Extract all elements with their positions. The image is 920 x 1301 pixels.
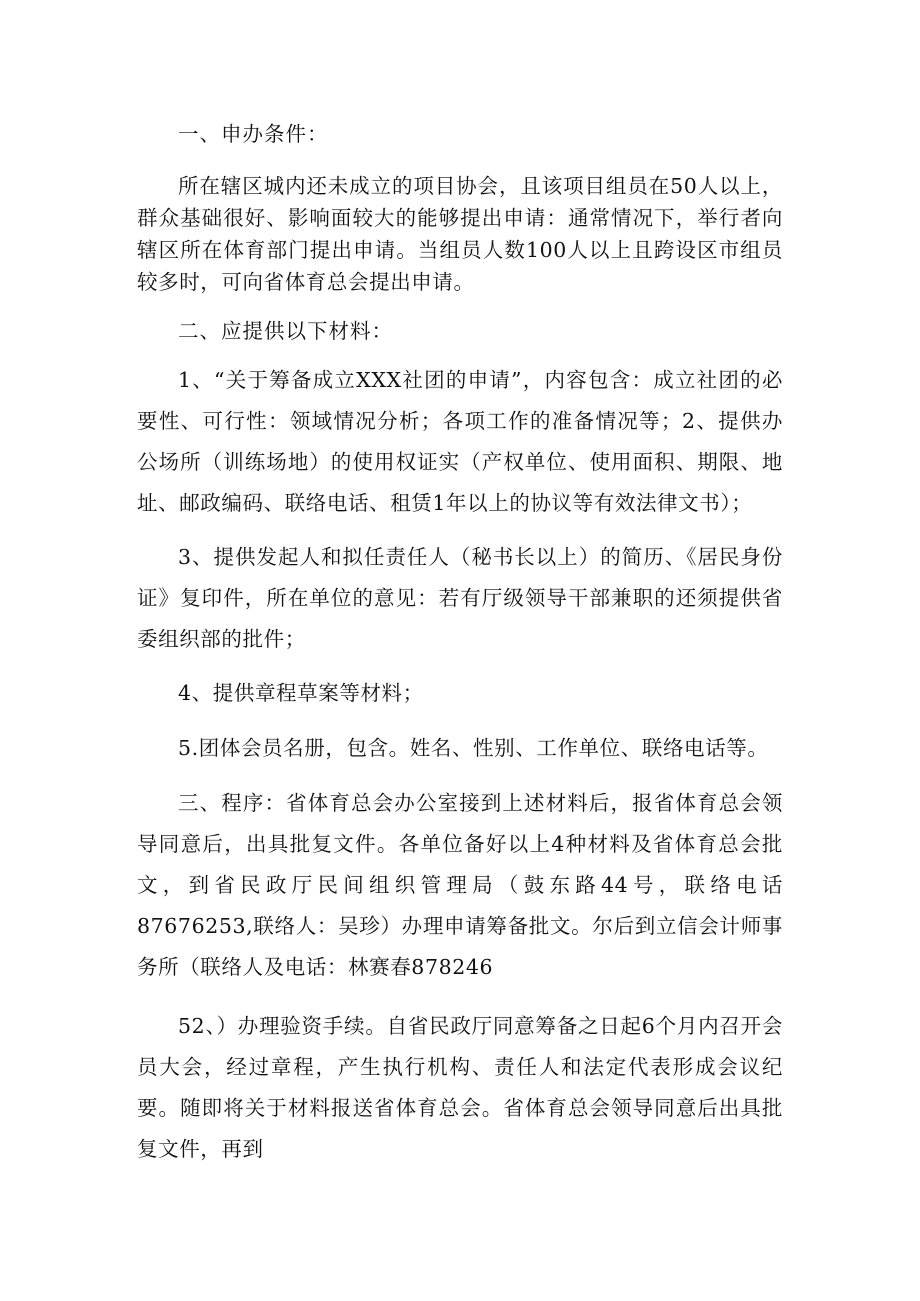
section3-continuation-paragraph: 52、）办理验资手续。自省民政厅同意筹备之日起6个月内召开会员大会，经过章程，产生执行机构、责任人和法定代表形成会议纪要。随即将关于材料报送省体育总会。省体育总会领导同意后出具批复文件，再到 (137, 1014, 783, 1161)
section2-heading: 二、应提供以下材料： (178, 319, 393, 343)
item5-paragraph: 5.团体会员名册，包含。姓名、性别、工作单位、联络电话等。 (178, 736, 769, 760)
section1-heading: 一、申办条件： (178, 122, 329, 146)
item3-paragraph: 3、提供发起人和拟任责任人（秘书长以上）的简历、《居民身份证》复印件，所在单位的意见：若有厅级领导干部兼职的还须提供省委组织部的批件； (137, 545, 783, 651)
section1-paragraph: 所在辖区城内还未成立的项目协会，且该项目组员在50人以上，群众基础很好、影响面较大的能够提出申请：通常情况下，举行者向辖区所在体育部门提出申请。当组员人数100人以上且跨设区市组员较多时，可向省体育总会提出申请。 (137, 174, 783, 294)
document-body (137, 118, 783, 1170)
item1-2-paragraph: 1、“关于筹备成立XXX社团的申请”，内容包含：成立社团的必要性、可行性：领域情况分析；各项工作的准备情况等；2、提供办公场所（训练场地）的使用权证实（产权单位、使用面积、期限、地址、邮政编码、联络电话、租赁1年以上的协议等有效法律文书）； (137, 368, 783, 515)
section3-paragraph: 三、程序：省体育总会办公室接到上述材料后，报省体育总会领导同意后，出具批复文件。各单位备好以上4种材料及省体育总会批文，到省民政厅民间组织管理局（鼓东路44号，联络电话87676253,联络人：吴珍）办理申请筹备批文。尔后到立信会计师事务所（联络人及电话：林赛春878246 (137, 791, 783, 979)
item4-paragraph: 4、提供章程草案等材料； (178, 681, 424, 705)
